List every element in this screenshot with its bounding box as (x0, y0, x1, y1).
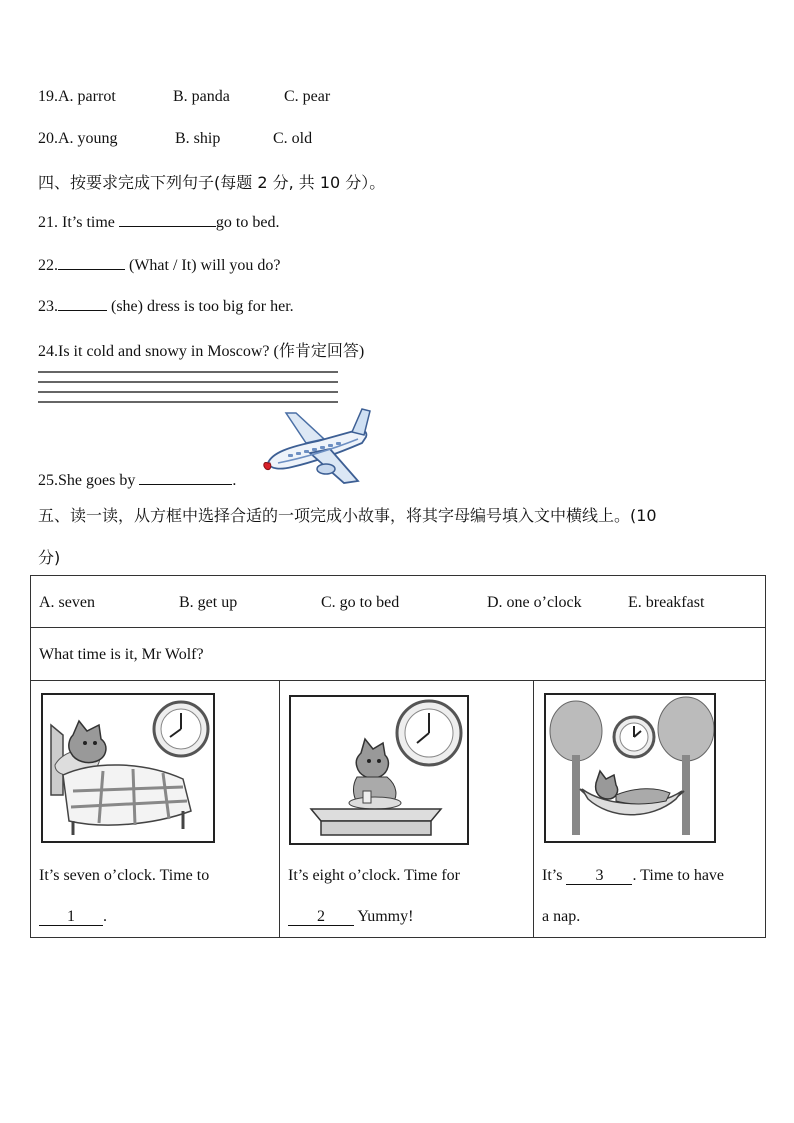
question-20 (38, 130, 313, 148)
q23-number: 23. (38, 298, 58, 315)
option-a: A. young (58, 130, 118, 147)
q22-number: 22. (38, 257, 58, 274)
story-title: What time is it, Mr Wolf? (39, 646, 204, 663)
section-4-heading: 四、按要求完成下列句子(每题 2 分, 共 10 分）。 (38, 173, 386, 192)
answer-blank[interactable] (58, 296, 107, 311)
panel-2-caption (280, 855, 533, 937)
choices-row (31, 576, 766, 628)
answer-blank-1[interactable]: 1 (39, 909, 103, 926)
panel-3-caption (534, 855, 765, 937)
option-c: C. pear (284, 88, 331, 105)
story-title-row (31, 628, 766, 681)
wolf-hammock-picture (544, 693, 716, 843)
airplane-illustration (258, 405, 376, 485)
answer-blank-2[interactable]: 2 (288, 909, 354, 926)
q21-text-before: 21. It’s time (38, 214, 119, 231)
section-5-heading-cont: 分) (38, 548, 61, 567)
story-table (30, 575, 766, 938)
q21-text-after: go to bed. (215, 214, 280, 231)
choice-a: A. seven (39, 594, 95, 611)
story-panel-3 (534, 681, 766, 938)
question-24: 24.Is it cold and snowy in Moscow? (作肯定回答) (38, 343, 365, 360)
panel-1-line2-end: . (103, 908, 107, 925)
question-number: 19. (38, 88, 58, 105)
question-23 (38, 296, 294, 316)
panel-3-text-after: . Time to have (632, 867, 725, 884)
choice-c: C. go to bed (321, 594, 400, 611)
choice-e: E. breakfast (628, 594, 705, 611)
answer-blank[interactable] (139, 470, 232, 485)
panel-3-text-before: It’s (542, 867, 567, 884)
question-21 (38, 212, 279, 232)
q22-text-after: (What / It) will you do? (125, 257, 281, 274)
option-b: B. panda (173, 88, 230, 105)
choice-b: B. get up (179, 594, 238, 611)
choice-d: D. one o’clock (487, 594, 582, 611)
answer-line (38, 381, 338, 383)
option-c: C. old (273, 130, 313, 147)
answer-blank-3[interactable]: 3 (566, 868, 632, 885)
panel-2-line1: It’s eight o’clock. Time for (288, 867, 460, 884)
wolf-breakfast-picture (289, 695, 469, 845)
question-number: 20. (38, 130, 58, 147)
section-5-heading: 五、读一读，从方框中选择合适的一项完成小故事，将其字母编号填入文中横线上。(10 (38, 506, 657, 525)
question-19 (38, 88, 331, 106)
answer-line (38, 371, 338, 373)
story-panel-1 (31, 681, 280, 938)
answer-blank[interactable] (58, 255, 125, 270)
option-a: A. parrot (58, 88, 116, 105)
answer-line (38, 401, 338, 403)
panel-1-line1: It’s seven o’clock. Time to (39, 867, 210, 884)
answer-blank[interactable] (119, 212, 216, 227)
panel-2-line2-end: Yummy! (354, 908, 414, 925)
answer-line (38, 391, 338, 393)
panel-3-line2: a nap. (542, 908, 581, 925)
panel-1-caption (31, 855, 279, 937)
q25-text-after: . (232, 472, 237, 489)
question-25 (38, 470, 236, 490)
q23-text-after: (she) dress is too big for her. (107, 298, 294, 315)
q25-text-before: 25.She goes by (38, 472, 140, 489)
option-b: B. ship (175, 130, 221, 147)
question-22 (38, 255, 281, 275)
story-panel-2 (280, 681, 534, 938)
wolf-in-bed-picture (41, 693, 215, 843)
